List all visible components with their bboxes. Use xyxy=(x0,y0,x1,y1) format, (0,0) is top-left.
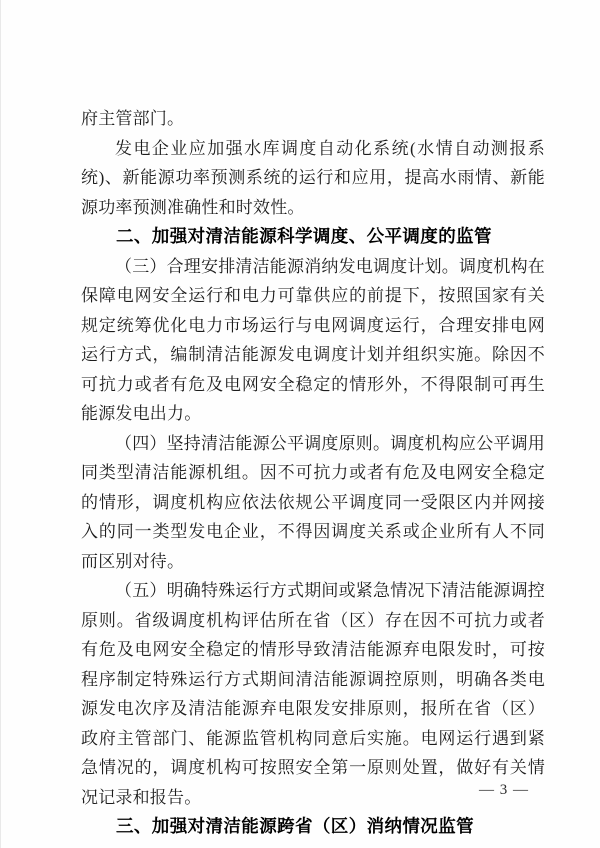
paragraph: （五）明确特殊运行方式期间或紧急情况下清洁能源调控原则。省级调度机构评估所在省（区）存在因不可抗力或者有危及电网安全稳定的情形导致清洁能源弃电限发时，可按程序制定特殊运行方式期间清洁能源调控原则，明确各类电源发电次序及清洁能源弃电限发安排原则，报所在省（区）政府主管部门、能源监管机构同意后实施。电网运行遇到紧急情况的，调度机构可按照安全第一原则处置，做好有关情况记录和报告。 xyxy=(81,581,545,807)
page-number: — 3 — xyxy=(479,782,529,798)
paragraph: 府主管部门。 xyxy=(81,109,185,128)
section-heading: 三、加强对清洁能源跨省（区）消纳情况监管 xyxy=(116,816,474,836)
paragraph: （四）坚持清洁能源公平调度原则。调度机构应公平调用同类型清洁能源机组。因不可抗力或者有危及电网安全稳定的情形，调度机构应依法依规公平调度同一受限区内并网接入的同一类型发电企业，不得因调度关系或企业所有人不同而区别对待。 xyxy=(81,433,545,571)
paragraph: （三）合理安排清洁能源消纳发电调度计划。调度机构在保障电网安全运行和电力可靠供应的前提下，按照国家有关规定统筹优化电力市场运行与电网调度运行，合理安排电网运行方式，编制清洁能源发电调度计划并组织实施。除因不可抗力或者有危及电网安全稳定的情形外，不得限制可再生能源发电出力。 xyxy=(81,256,545,423)
document-body xyxy=(81,104,545,842)
paragraph: 发电企业应加强水库调度自动化系统(水情自动测报系统)、新能源功率预测系统的运行和应用，提高水雨情、新能源功率预测准确性和时效性。 xyxy=(81,138,545,217)
section-heading: 二、加强对清洁能源科学调度、公平调度的监管 xyxy=(116,226,492,246)
